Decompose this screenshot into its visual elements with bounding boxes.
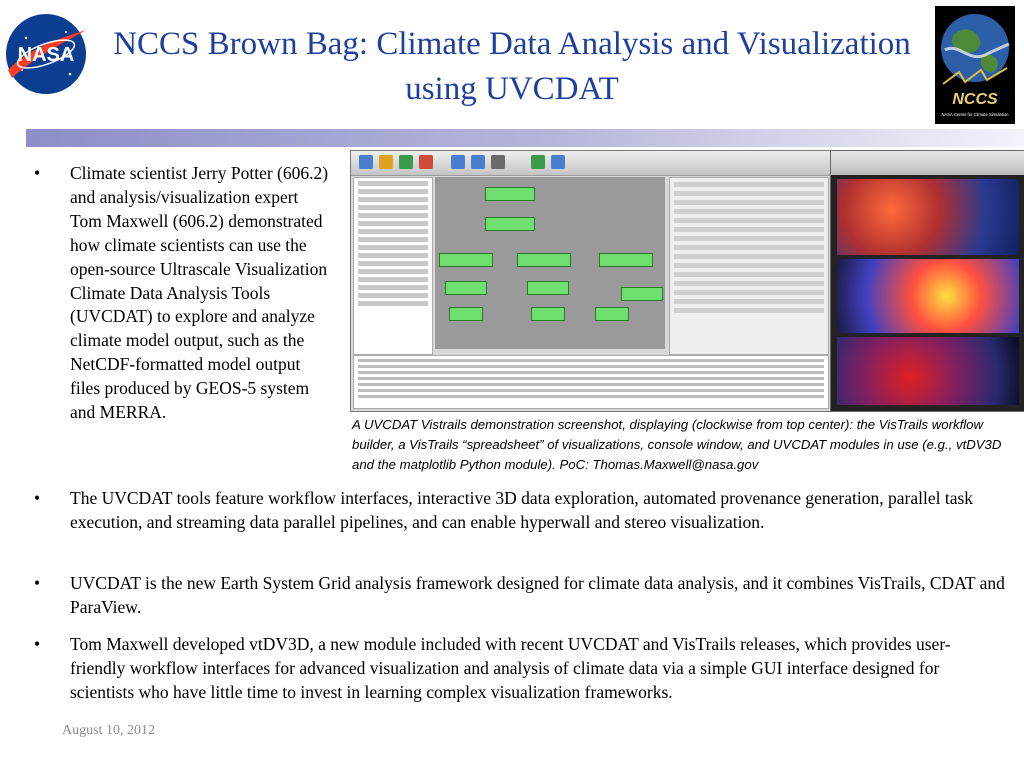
slide-date: August 10, 2012 [62,723,155,738]
bullet-item [34,572,1005,620]
module-list-panel [353,177,433,355]
bullet-text: The UVCDAT tools feature workflow interfaces, interactive 3D data exploration, automated provenance generation, parallel task execution, and streaming data parallel pipelines, and can enable hyperwall and stereo visualization. [70,488,974,532]
bullet-marker: • [34,163,41,183]
nccs-logo-subtext: NASA Center for Climate Simulation [941,112,1009,117]
bullet-marker: • [34,573,41,593]
title-divider-bar [26,129,1024,147]
nccs-logo-text: NCCS [952,91,998,108]
bullet-item [34,162,332,425]
bullet-marker: • [34,488,41,508]
workflow-canvas [435,177,665,349]
visualization-cell-1 [837,179,1019,255]
visualization-cell-2 [837,259,1019,333]
slide-title: NCCS Brown Bag: Climate Data Analysis and Visualization using UVCDAT [113,26,911,107]
nccs-logo [935,6,1015,124]
vistrails-builder-screenshot [350,150,832,412]
nasa-logo [0,8,92,100]
bullet-text: Tom Maxwell developed vtDV3D, a new module included with recent UVCDAT and VisTrails releases, which provides user-friendly workflow interfaces for advanced visualization and analysis of climate data via a simple GUI interface designed for scientists who have little time to invest in learning complex visualization frameworks. [70,634,951,702]
screenshot-toolbar [351,151,831,176]
bullet-item [34,633,1005,705]
nasa-logo-text: NASA [17,44,75,66]
bullet-text: Climate scientist Jerry Potter (606.2) and analysis/visualization expert Tom Maxwell (606.2) demonstrated how climate scientists can use the open-source Ultrascale Visualization Climate Data Analysis Tools (UVCDAT) to explore and analyze climate model output, such as the NetCDF-formatted model output files produced by GEOS-5 system and MERRA. [70,163,329,423]
vistrails-spreadsheet-screenshot [830,150,1024,412]
screenshot-caption: A UVCDAT Vistrails demonstration screenshot, displaying (clockwise from top center): the VisTrails workflow builder, a VisTrails “spreadsheet” of visualizations, console window, and UVCDAT modules in use (e.g., vtDV3D and the matplotlib Python module). PoC: Thomas.Maxwell@nasa.gov [352,417,1002,472]
methods-panel [669,177,829,355]
bullet-marker: • [34,634,41,654]
bullet-text: UVCDAT is the new Earth System Grid analysis framework designed for climate data analysis, and it combines VisTrails, CDAT and ParaView. [70,573,1005,617]
console-window [353,355,829,409]
bullet-item [34,487,1005,535]
visualization-cell-3 [837,337,1019,405]
